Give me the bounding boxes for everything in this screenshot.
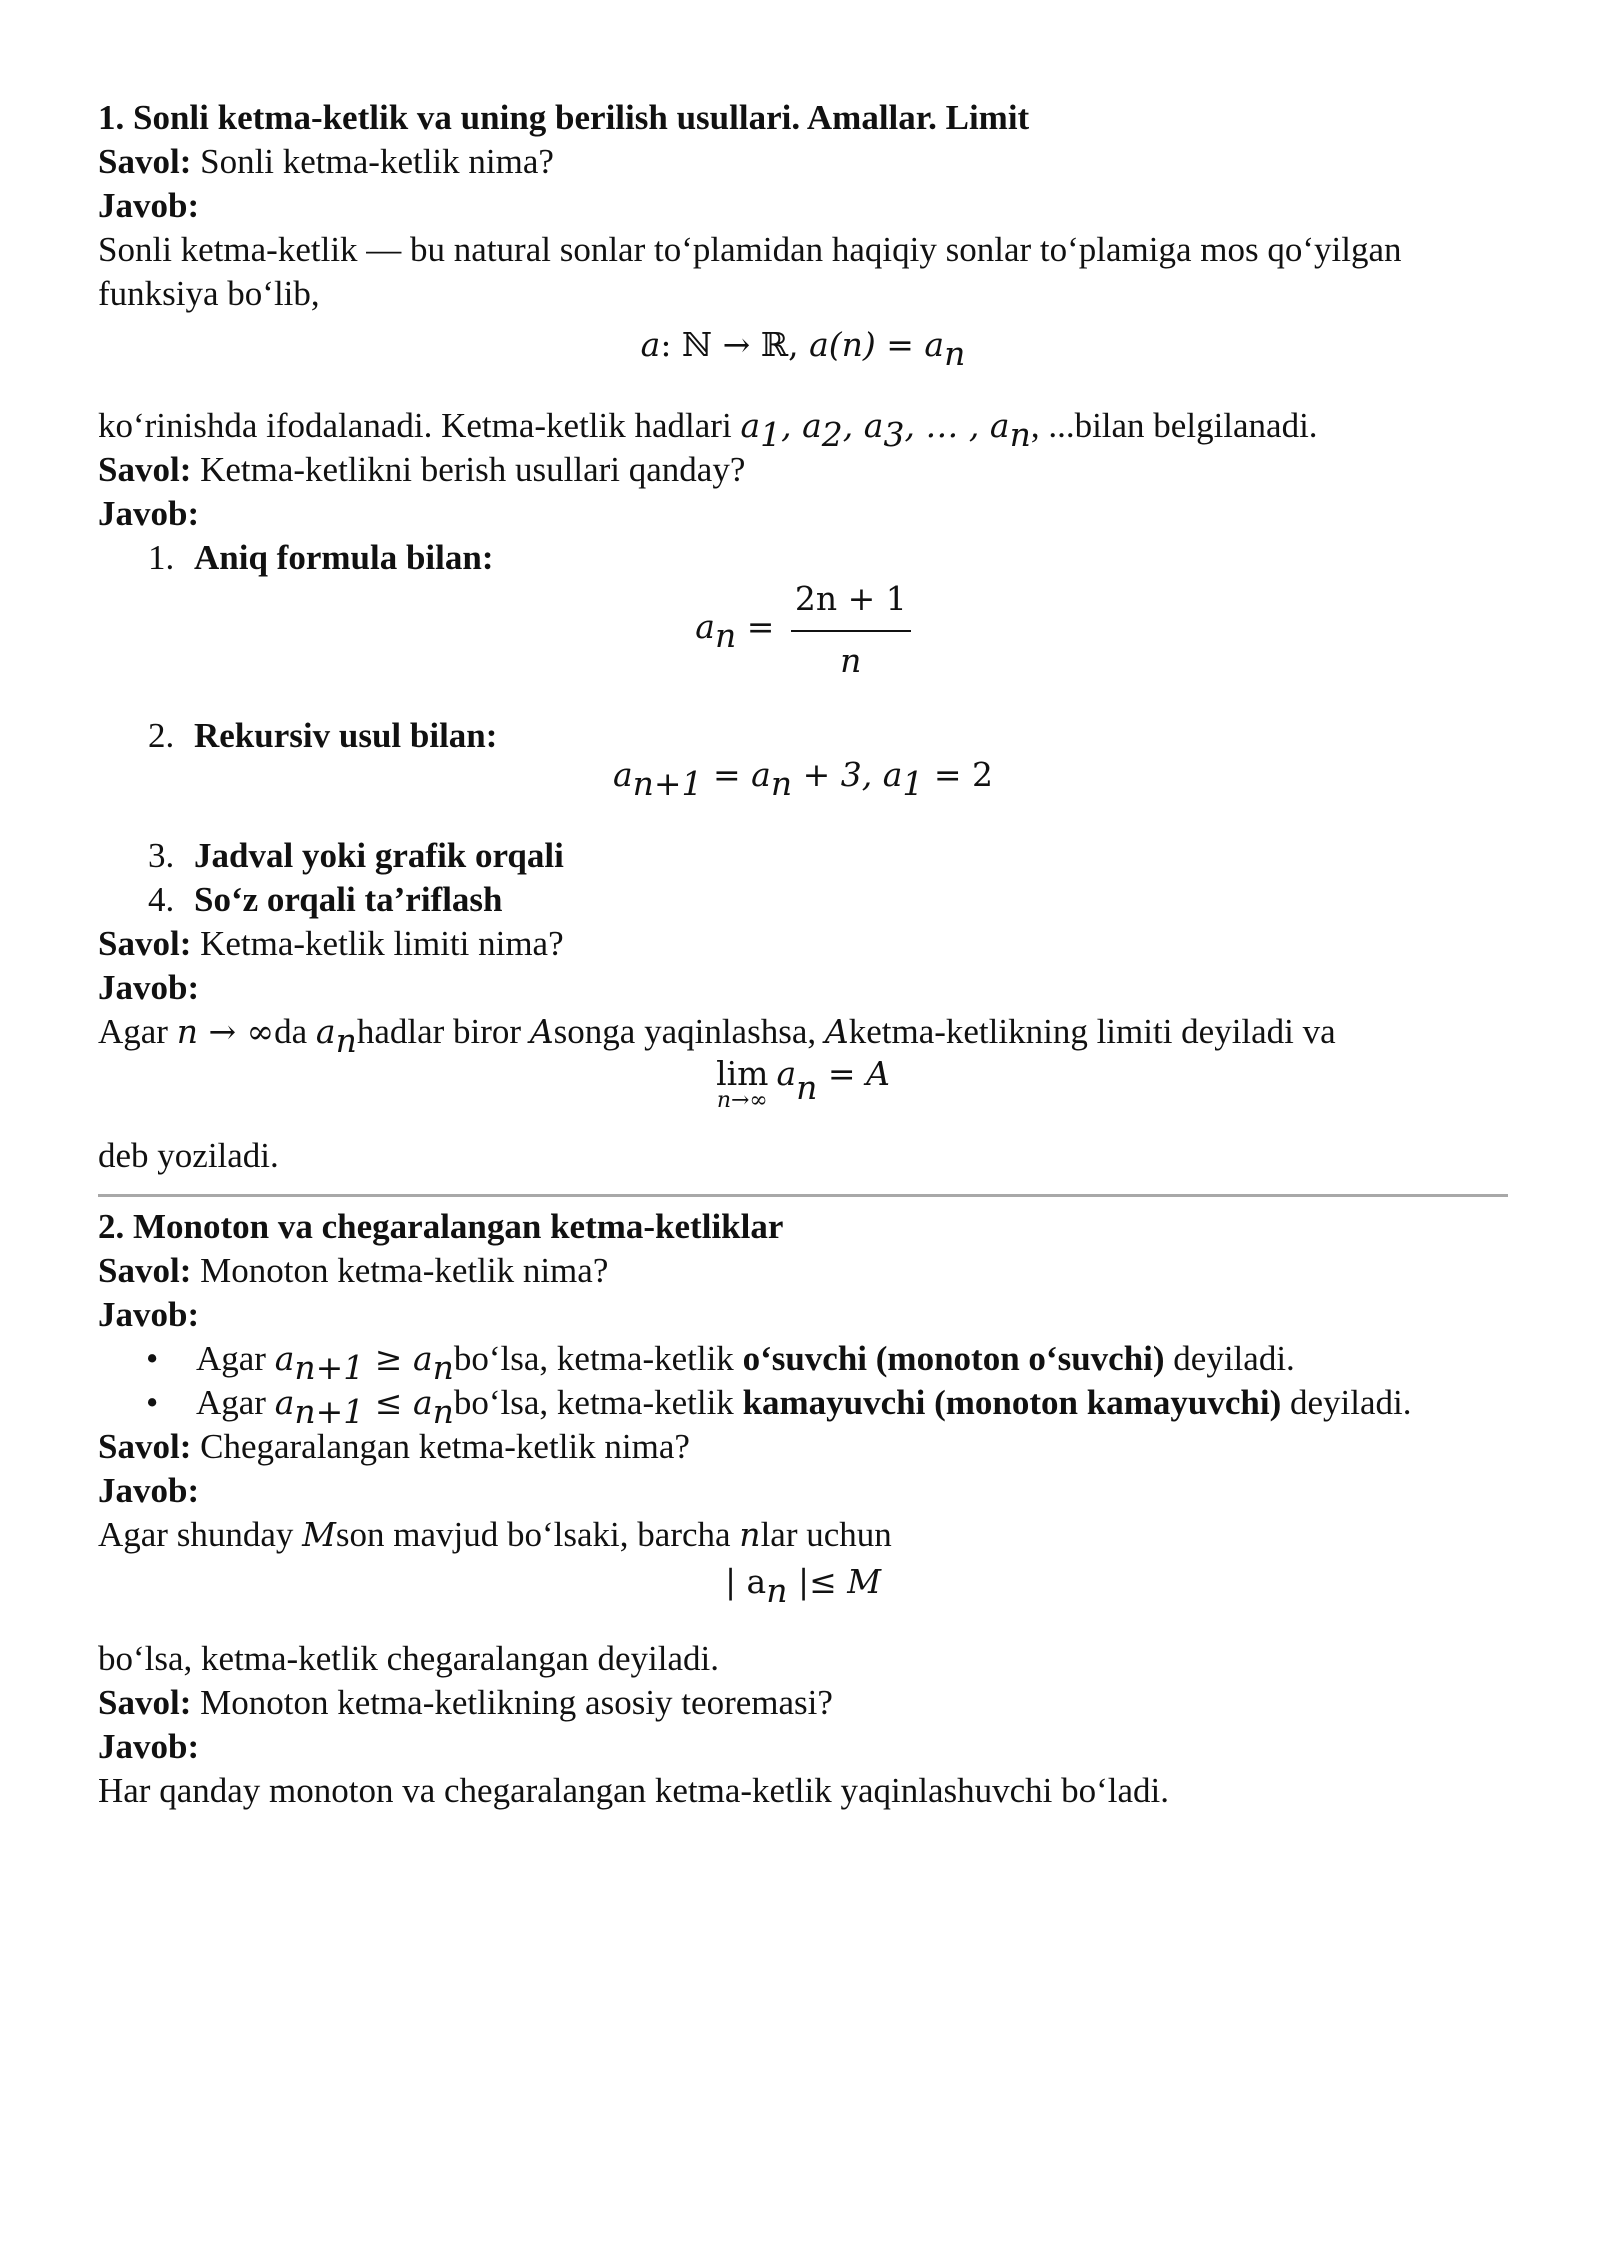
answer-label: Javob: xyxy=(98,1727,200,1766)
answer-label: Javob: xyxy=(98,494,200,533)
method-item-2: 2. Rekursiv usul bilan: xyxy=(148,716,498,755)
definition-line-2: funksiya bo‘lib, xyxy=(98,274,320,313)
equation-recursive: $a_{n+1} = a_n + 3$, $a_1 = 2$ xyxy=(612,755,994,803)
answer-label: Javob: xyxy=(98,1295,200,1334)
question-3: Savol: Ketma-ketlik limiti nima? xyxy=(98,924,564,963)
method-item-4: 4. So‘z orqali ta’riflash xyxy=(148,880,503,919)
limit-notation-note: deb yoziladi. xyxy=(98,1136,279,1175)
section-2-title: 2. Monoton va chegaralangan ketma-ketliklar xyxy=(98,1207,784,1246)
limit-definition-line: Agar n → ∞da $a_nhadlar$ biror Asonga yaqinlashsa, Aketma-ketlikning limiti deyiladi va xyxy=(98,1012,1336,1060)
question-6: Savol: Monoton ketma-ketlikning asosiy teoremasi? xyxy=(98,1683,833,1722)
section-1-title: 1. Sonli ketma-ketlik va uning berilish usullari. Amallar. Limit xyxy=(98,98,1030,137)
bounded-conclusion: bo‘lsa, ketma-ketlik chegaralangan deyiladi. xyxy=(98,1639,719,1678)
document-page xyxy=(98,96,1508,1813)
equation-bound: | $a_n$ |≤ M xyxy=(724,1562,882,1610)
bounded-definition-line: Agar shunday Mson mavjud bo‘lsaki, barcha nlar uchun xyxy=(98,1515,892,1554)
sequence-terms-line: ko‘rinishda ifodalanadi. Ketma-ketlik hadlari $a_1$, $a_2$, $a_3$, … , $a_n$, ...bilan belgilanadi. xyxy=(98,406,1318,454)
equation-formula: $a_n$ = $\frac{2n + 1}{n}$ xyxy=(98,574,1508,686)
question-5: Savol: Chegaralangan ketma-ketlik nima? xyxy=(98,1427,690,1466)
answer-label: Javob: xyxy=(98,1471,200,1510)
method-item-3: 3. Jadval yoki grafik orqali xyxy=(148,836,564,875)
section-divider xyxy=(98,1194,1508,1197)
question-4: Savol: Monoton ketma-ketlik nima? xyxy=(98,1251,609,1290)
monotone-bullet-increasing: • Agar $a_{n+1}$ ≥ $a_nbo‘lsa$, ketma-ketlik o‘suvchi (monoton o‘suvchi) deyiladi. xyxy=(146,1339,1295,1387)
definition-line-1: Sonli ketma-ketlik — bu natural sonlar to‘plamidan haqiqiy sonlar to‘plamiga mos qo‘yilgan xyxy=(98,230,1402,269)
monotone-theorem: Har qanday monoton va chegaralangan ketma-ketlik yaqinlashuvchi bo‘ladi. xyxy=(98,1771,1170,1810)
answer-label: Javob: xyxy=(98,186,200,225)
equation-limit: lim n→∞ $a_n = A$ xyxy=(716,1054,890,1113)
question-1: Savol: Sonli ketma-ketlik nima? xyxy=(98,142,554,181)
equation-mapping: a: ℕ → ℝ, $a(n) = a_n$ xyxy=(640,325,966,373)
answer-label: Javob: xyxy=(98,968,200,1007)
question-2: Savol: Ketma-ketlikni berish usullari qanday? xyxy=(98,450,746,489)
fraction: $\frac{2n + 1}{n}$ xyxy=(791,574,911,686)
monotone-bullet-decreasing: • Agar $a_{n+1}$ ≤ $a_nbo‘lsa$, ketma-ketlik kamayuvchi (monoton kamayuvchi) deyiladi. xyxy=(146,1383,1412,1431)
method-item-1: 1. Aniq formula bilan: xyxy=(148,538,494,577)
